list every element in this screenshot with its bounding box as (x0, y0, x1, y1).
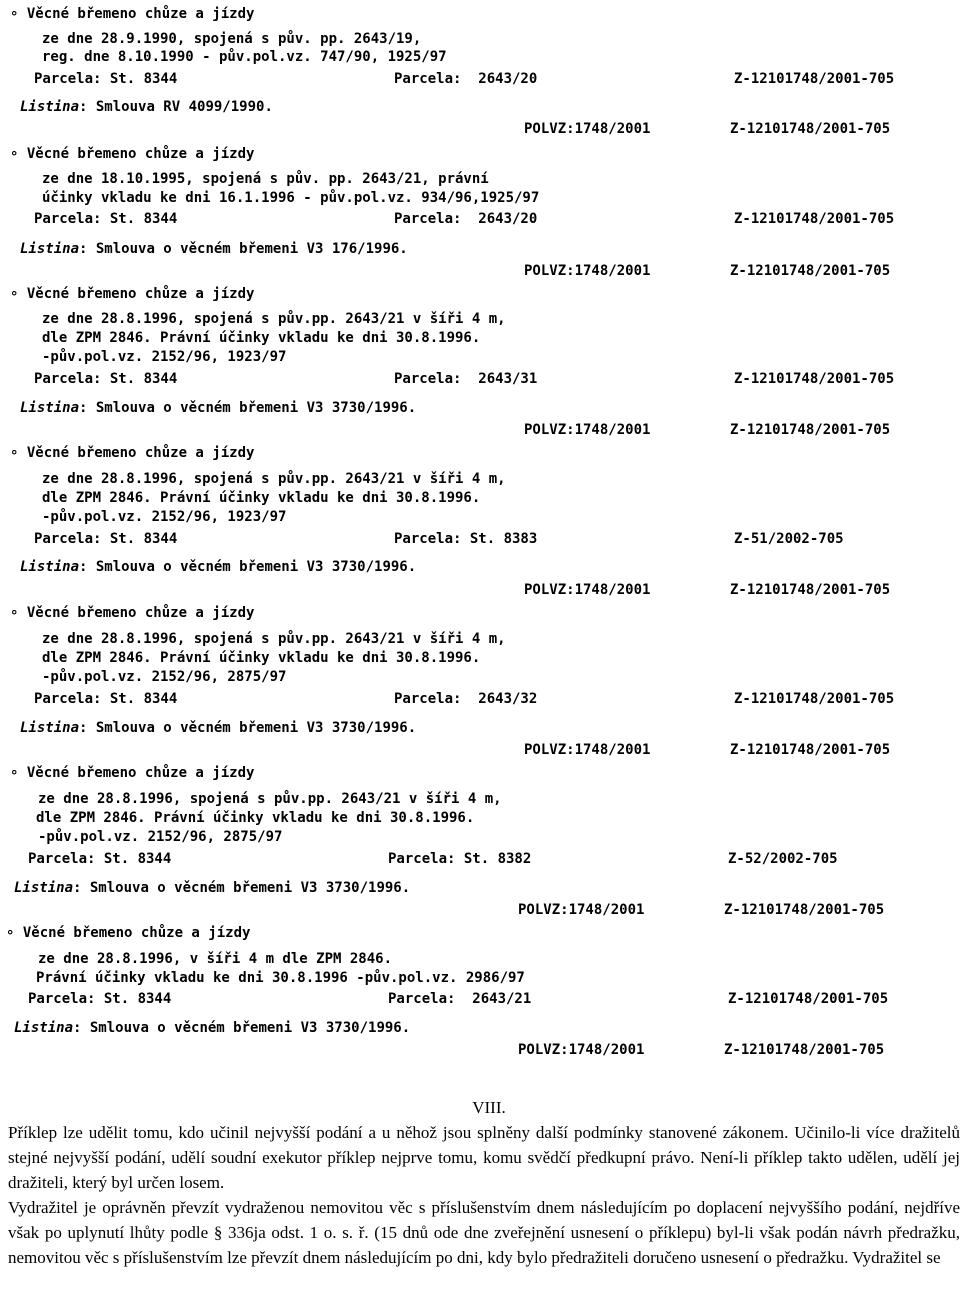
entry-line: dle ZPM 2846. Právní účinky vkladu ke dni 30.8.1996. (36, 810, 475, 826)
parcela-right: Parcela: 2643/20 (394, 71, 538, 87)
parcela-right: Parcela: 2643/20 (394, 211, 538, 227)
parcela-right: Parcela: 2643/31 (394, 371, 538, 387)
record-number: Z-12101748/2001-705 (734, 371, 895, 387)
entry-title: ∘ Věcné břemeno chůze a jízdy (10, 765, 255, 781)
listina-label: Listina (20, 241, 80, 257)
parcela-right: Parcela: St. 8382 (388, 851, 532, 867)
polvz-number: POLVZ:1748/2001 (518, 1042, 645, 1058)
entry-line: -pův.pol.vz. 2152/96, 2875/97 (38, 829, 283, 845)
entry-title: ∘ Věcné břemeno chůze a jízdy (6, 925, 251, 941)
polvz-number: POLVZ:1748/2001 (524, 582, 651, 598)
entry-line: -pův.pol.vz. 2152/96, 1923/97 (42, 349, 287, 365)
listina-line: Listina: Smlouva o věcném břemeni V3 3730/1996. (20, 559, 417, 575)
record-number: Z-12101748/2001-705 (730, 742, 891, 758)
record-number: Z-51/2002-705 (734, 531, 844, 547)
entry-line: ze dne 18.10.1995, spojená s pův. pp. 2643/21, právní (42, 171, 489, 187)
parcela-right: Parcela: 2643/32 (394, 691, 538, 707)
easement-entry (0, 604, 960, 764)
entry-line: ze dne 28.8.1996, spojená s pův.pp. 2643/21 v šíři 4 m, (42, 471, 506, 487)
listina-value: Smlouva o věcném břemeni V3 3730/1996. (95, 559, 417, 575)
record-number: Z-12101748/2001-705 (734, 211, 895, 227)
record-number: Z-12101748/2001-705 (724, 902, 885, 918)
polvz-number: POLVZ:1748/2001 (524, 422, 651, 438)
polvz-number: POLVZ:1748/2001 (518, 902, 645, 918)
entry-line: ze dne 28.8.1996, spojená s pův.pp. 2643/21 v šíři 4 m, (42, 311, 506, 327)
easement-entry (0, 924, 960, 1084)
easement-entry (0, 145, 960, 305)
parcela-left: Parcela: St. 8344 (28, 851, 172, 867)
listina-line: Listina: Smlouva RV 4099/1990. (20, 99, 273, 115)
record-number: Z-12101748/2001-705 (730, 422, 891, 438)
parcela-left: Parcela: St. 8344 (34, 371, 178, 387)
listina-value: Smlouva RV 4099/1990. (95, 99, 273, 115)
polvz-number: POLVZ:1748/2001 (524, 121, 651, 137)
record-number: Z-12101748/2001-705 (730, 263, 891, 279)
parcela-left: Parcela: St. 8344 (34, 691, 178, 707)
paragraph-2: Vydražitel je oprávněn převzít vydraženou nemovitou věc s příslušenstvím dnem následujícím po doplacení nejvyššího podání, nejdříve však po uplynutí lhůty podle § 336ja odst. 1 o. s. ř. (15 dnů ode dne zveřejnění usnesení o příklepu) byl-li však podán návrh předražku, nemovitou věc s příslušenstvím lze převzít dnem následujícím po dni, kdy bylo předražiteli doručeno usnesení o předražku. Vydražitel se (8, 1198, 960, 1267)
easement-entry (0, 444, 960, 604)
entry-title: ∘ Věcné břemeno chůze a jízdy (10, 605, 255, 621)
listina-value: Smlouva o věcném břemeni V3 3730/1996. (95, 720, 417, 736)
record-number: Z-12101748/2001-705 (724, 1042, 885, 1058)
listina-line: Listina: Smlouva o věcném břemeni V3 3730/1996. (14, 880, 411, 896)
entry-line: -pův.pol.vz. 2152/96, 2875/97 (42, 669, 287, 685)
listina-line: Listina: Smlouva o věcném břemeni V3 3730/1996. (14, 1020, 411, 1036)
listina-value: Smlouva o věcném břemeni V3 3730/1996. (89, 880, 411, 896)
paragraph-1: Příklep lze udělit tomu, kdo učinil nejvyšší podání a u něhož jsou splněny další podmínky stanovené zákonem. Učinilo-li více dražitelů stejné nejvyšší podání, udělí soudní exekutor příklep nejprve tomu, komu svědčí předkupní právo. Není-li příklep takto udělen, udělí jej dražiteli, který byl určen losem. (8, 1123, 960, 1192)
parcela-right: Parcela: 2643/21 (388, 991, 532, 1007)
listina-label: Listina (20, 720, 80, 736)
listina-value: Smlouva o věcném břemeni V3 3730/1996. (95, 400, 417, 416)
record-number: Z-12101748/2001-705 (728, 991, 889, 1007)
section-heading: VIII. (472, 1098, 506, 1117)
record-number: Z-12101748/2001-705 (730, 582, 891, 598)
entry-title: ∘ Věcné břemeno chůze a jízdy (10, 146, 255, 162)
listina-label: Listina (20, 559, 80, 575)
parcela-left: Parcela: St. 8344 (34, 71, 178, 87)
listina-line: Listina: Smlouva o věcném břemeni V3 3730/1996. (20, 720, 417, 736)
listina-label: Listina (14, 1020, 74, 1036)
listina-label: Listina (20, 400, 80, 416)
record-number: Z-52/2002-705 (728, 851, 838, 867)
listina-value: Smlouva o věcném břemeni V3 176/1996. (95, 241, 408, 257)
entry-title: ∘ Věcné břemeno chůze a jízdy (10, 445, 255, 461)
record-number: Z-12101748/2001-705 (734, 71, 895, 87)
parcela-left: Parcela: St. 8344 (34, 211, 178, 227)
entry-line: dle ZPM 2846. Právní účinky vkladu ke dni 30.8.1996. (42, 330, 481, 346)
parcela-right: Parcela: St. 8383 (394, 531, 538, 547)
entry-line: -pův.pol.vz. 2152/96, 1923/97 (42, 509, 287, 525)
entry-line: ze dne 28.8.1996, spojená s pův.pp. 2643/21 v šíři 4 m, (38, 791, 502, 807)
entry-title: ∘ Věcné břemeno chůze a jízdy (10, 286, 255, 302)
polvz-number: POLVZ:1748/2001 (524, 263, 651, 279)
entry-line: ze dne 28.9.1990, spojená s pův. pp. 2643/19, (42, 31, 422, 47)
entry-line: ze dne 28.8.1996, spojená s pův.pp. 2643/21 v šíři 4 m, (42, 631, 506, 647)
record-number: Z-12101748/2001-705 (734, 691, 895, 707)
listina-value: Smlouva o věcném břemeni V3 3730/1996. (89, 1020, 411, 1036)
entry-title: ∘ Věcné břemeno chůze a jízdy (10, 6, 255, 22)
easement-entry (0, 0, 960, 160)
parcela-left: Parcela: St. 8344 (34, 531, 178, 547)
easement-entry (0, 285, 960, 445)
polvz-number: POLVZ:1748/2001 (524, 742, 651, 758)
listina-label: Listina (20, 99, 80, 115)
entry-line: dle ZPM 2846. Právní účinky vkladu ke dni 30.8.1996. (42, 650, 481, 666)
parcela-left: Parcela: St. 8344 (28, 991, 172, 1007)
entry-line: reg. dne 8.10.1990 - pův.pol.vz. 747/90, 1925/97 (42, 49, 447, 65)
listina-line: Listina: Smlouva o věcném břemeni V3 3730/1996. (20, 400, 417, 416)
entry-line: účinky vkladu ke dni 16.1.1996 - pův.pol.vz. 934/96,1925/97 (42, 190, 540, 206)
section-viii (8, 1095, 960, 1270)
entry-line: ze dne 28.8.1996, v šíři 4 m dle ZPM 2846. (38, 951, 393, 967)
entry-line: dle ZPM 2846. Právní účinky vkladu ke dni 30.8.1996. (42, 490, 481, 506)
entry-line: Právní účinky vkladu ke dni 30.8.1996 -pův.pol.vz. 2986/97 (36, 970, 525, 986)
record-number: Z-12101748/2001-705 (730, 121, 891, 137)
easement-entry (0, 764, 960, 924)
listina-line: Listina: Smlouva o věcném břemeni V3 176/1996. (20, 241, 408, 257)
listina-label: Listina (14, 880, 74, 896)
